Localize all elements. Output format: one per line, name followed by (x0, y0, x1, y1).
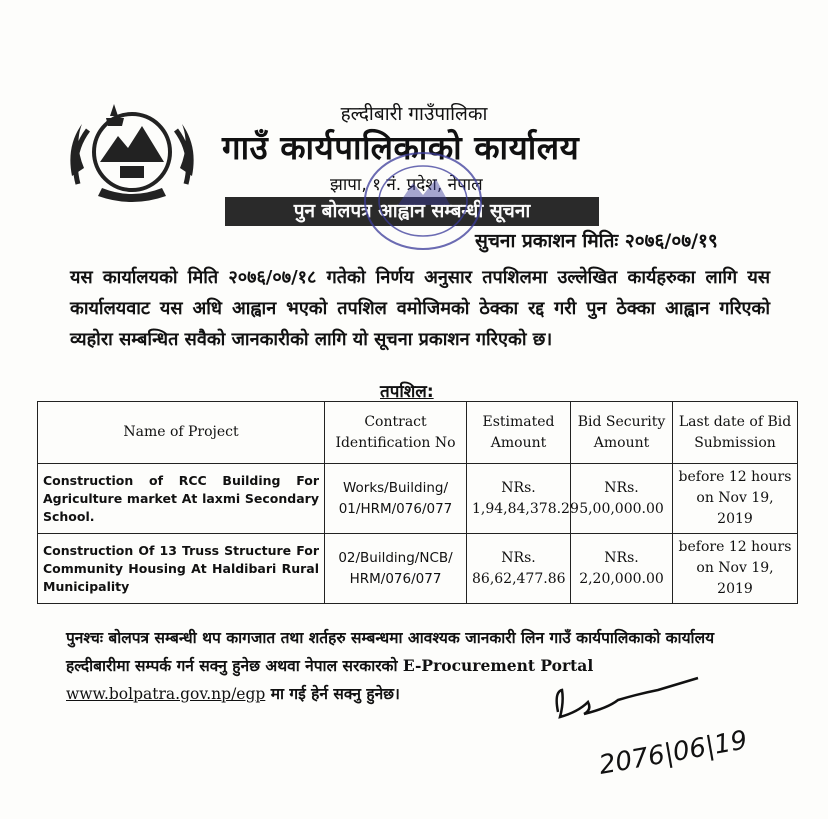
header-contract: Contract Identification No (325, 402, 467, 464)
office-stamp (358, 145, 488, 257)
table-row (38, 534, 798, 604)
notice-paragraph: यस कार्यालयको मिति २०७६/०७/१८ गतेको निर्णय अनुसार तपशिलमा उल्लेखित कार्यहरुका लागि यस कार्यालयवाट यस अधि आह्वान भएको तपशिल वमोजिमको ठेक्का रद्द गरी पुन ठेक्का आह्वान गरिएको व्यहोरा सम्बन्धित सवैको जानकारीको लागि यो सूचना प्रकाशन गरिएको छ। (70, 267, 770, 350)
cell-contract: 02/Building/NCB/ HRM/076/077 (325, 534, 467, 604)
cell-estimated: NRs. 86,62,477.86 (467, 534, 571, 604)
signature (548, 672, 778, 782)
cell-project: Construction of RCC Building For Agriculture market At laxmi Secondary School. (38, 464, 325, 534)
table-row (38, 464, 798, 534)
header-security: Bid Security Amount (571, 402, 673, 464)
cell-last-date: before 12 hours on Nov 19, 2019 (673, 534, 798, 604)
office-title: गाउँ कार्यपालिकाको कार्यालय (222, 128, 580, 167)
publication-date: सुचना प्रकाशन मितिः २०७६/०७/१९ (475, 230, 718, 252)
office-address: झापा, १ नं. प्रदेश, नेपाल (330, 175, 483, 195)
notice-title-banner: पुन बोलपत्र आह्वान सम्बन्धी सूचना (225, 197, 599, 226)
header-estimated: Estimated Amount (467, 402, 571, 464)
details-heading: तपशिल: (380, 382, 434, 402)
cell-project: Construction Of 13 Truss Structure For Community Housing At Haldibari Rural Municipality (38, 534, 325, 604)
header-project: Name of Project (38, 402, 325, 464)
signature-date: 2076|06|19 (596, 725, 750, 781)
cell-estimated: NRs. 1,94,84,378.29 (467, 464, 571, 534)
bolpatra-link[interactable]: www.bolpatra.gov.np/egp (66, 685, 266, 703)
works-table (37, 401, 798, 604)
footer-text-a: पुनश्चः बोलपत्र सम्बन्धी थप कागजात तथा शर्तहरु सम्बन्धमा आवश्यक जानकारी लिन गाउँ कार्यपालिकाको कार्यालय हल्दीबारीमा सम्पर्क गर्न सक्नु हुनेछ अथवा नेपाल सरकारको (66, 629, 715, 675)
cell-security: NRs. 5,00,000.00 (571, 464, 673, 534)
cell-last-date: before 12 hours on Nov 19, 2019 (673, 464, 798, 534)
municipality-name: हल्दीबारी गाउँपालिका (340, 103, 488, 125)
cell-security: NRs. 2,20,000.00 (571, 534, 673, 604)
table-header-row (38, 402, 798, 464)
header-last-date: Last date of Bid Submission (673, 402, 798, 464)
cell-contract: Works/Building/ 01/HRM/076/077 (325, 464, 467, 534)
footer-text-b: मा गई हेर्न सक्नु हुनेछ। (270, 685, 400, 703)
eprocurement-portal-label: E-Procurement Portal (402, 656, 594, 675)
